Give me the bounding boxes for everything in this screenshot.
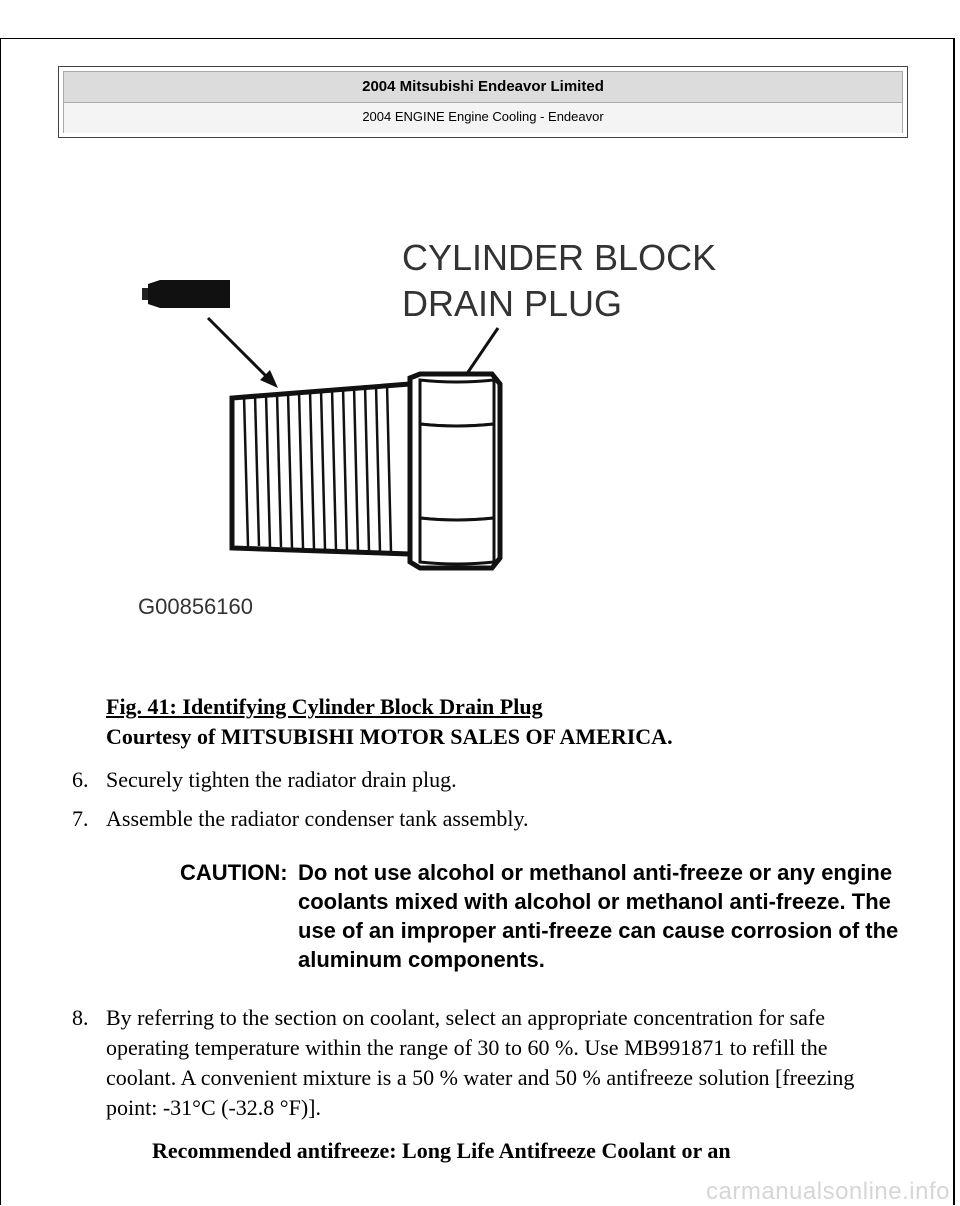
figure-code: G00856160 bbox=[138, 594, 253, 619]
drain-plug-illustration bbox=[120, 228, 760, 628]
arrow-icon bbox=[208, 318, 278, 388]
step-number: 8. bbox=[72, 1005, 89, 1030]
step-text: Assemble the radiator condenser tank assembly. bbox=[106, 806, 529, 831]
caution-block bbox=[180, 858, 910, 974]
figure-caption-title: Fig. 41: Identifying Cylinder Block Drain Plug bbox=[106, 694, 543, 719]
document-header bbox=[58, 66, 908, 138]
figure-label-line2: DRAIN PLUG bbox=[402, 283, 623, 324]
header-inner bbox=[63, 71, 903, 133]
plug-hex-nut bbox=[410, 374, 500, 568]
figure-label-line1: CYLINDER BLOCK bbox=[402, 237, 717, 278]
list-item bbox=[72, 1003, 892, 1123]
list-item bbox=[72, 765, 872, 795]
figure-caption-courtesy: Courtesy of MITSUBISHI MOTOR SALES OF AMERICA. bbox=[106, 724, 673, 749]
figure-caption bbox=[106, 692, 673, 752]
step-number: 6. bbox=[72, 767, 89, 792]
watermark: carmanualsonline.info bbox=[706, 1178, 950, 1205]
step-number: 7. bbox=[72, 806, 89, 831]
plug-thread-body bbox=[232, 384, 410, 554]
sealant-tube-icon bbox=[142, 280, 230, 308]
caution-text: Do not use alcohol or methanol anti-freeze or any engine coolants mixed with alcohol or methanol anti-freeze. The use of an improper anti-freeze can cause corrosion of the aluminum components. bbox=[298, 860, 899, 972]
label-leader-line bbox=[464, 328, 498, 378]
header-title: 2004 Mitsubishi Endeavor Limited bbox=[64, 72, 902, 103]
step-text: Securely tighten the radiator drain plug. bbox=[106, 767, 457, 792]
step-text: By referring to the section on coolant, select an appropriate concentration for safe operating temperature within the range of 30 to 60 %. Use MB991871 to refill the coolant. A convenient mixture is a 50 % water and 50 % antifreeze solution [freezing point: -31°C (-32.8 °F)]. bbox=[106, 1005, 855, 1120]
recommended-antifreeze: Recommended antifreeze: Long Life Antifreeze Coolant or an bbox=[152, 1138, 731, 1163]
step-list bbox=[72, 765, 872, 843]
header-subtitle: 2004 ENGINE Engine Cooling - Endeavor bbox=[64, 103, 902, 133]
caution-label: CAUTION: bbox=[180, 860, 288, 885]
list-item bbox=[72, 804, 872, 834]
